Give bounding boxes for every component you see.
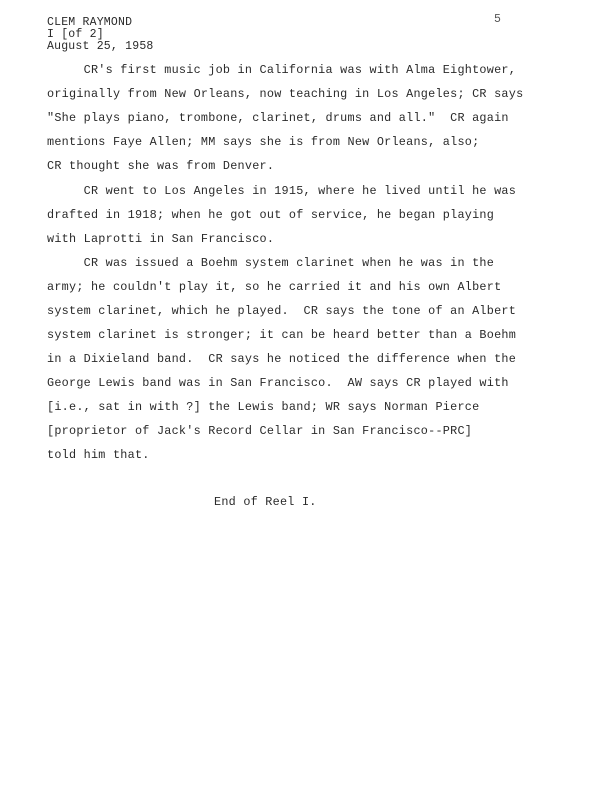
page-number: 5 [494,13,501,26]
paragraph-2-line-3: with Laprotti in San Francisco. [47,232,275,246]
header-date: August 25, 1958 [47,40,154,53]
paragraph-2-line-2: drafted in 1918; when he got out of service, he began playing [47,208,495,222]
paragraph-1-line-1: CR's first music job in California was with Alma Eightower, [47,63,517,77]
paragraph-3-line-7: [i.e., sat in with ?] the Lewis band; WR says Norman Pierce [47,400,480,414]
end-of-reel-note: End of Reel I. [214,495,317,509]
paragraph-3-line-9: told him that. [47,448,150,462]
paragraph-3-line-4: system clarinet is stronger; it can be heard better than a Boehm [47,328,517,342]
paragraph-3-line-8: [proprietor of Jack's Record Cellar in San Francisco--PRC] [47,424,473,438]
paragraph-3-line-1: CR was issued a Boehm system clarinet when he was in the [47,256,495,270]
paragraph-1-line-4: mentions Faye Allen; MM says she is from New Orleans, also; [47,135,480,149]
paragraph-1-line-2: originally from New Orleans, now teaching in Los Angeles; CR says [47,87,524,101]
paragraph-1-line-5: CR thought she was from Denver. [47,159,275,173]
header-reel: I [of 2] [47,28,104,41]
paragraph-1-line-3: "She plays piano, trombone, clarinet, drums and all." CR again [47,111,509,125]
header-name: CLEM RAYMOND [47,16,133,29]
paragraph-3-line-5: in a Dixieland band. CR says he noticed the difference when the [47,352,517,366]
paragraph-3-line-3: system clarinet, which he played. CR says the tone of an Albert [47,304,517,318]
paragraph-2-line-1: CR went to Los Angeles in 1915, where he lived until he was [47,184,517,198]
paragraph-3-line-2: army; he couldn't play it, so he carried it and his own Albert [47,280,502,294]
paragraph-3-line-6: George Lewis band was in San Francisco. AW says CR played with [47,376,509,390]
